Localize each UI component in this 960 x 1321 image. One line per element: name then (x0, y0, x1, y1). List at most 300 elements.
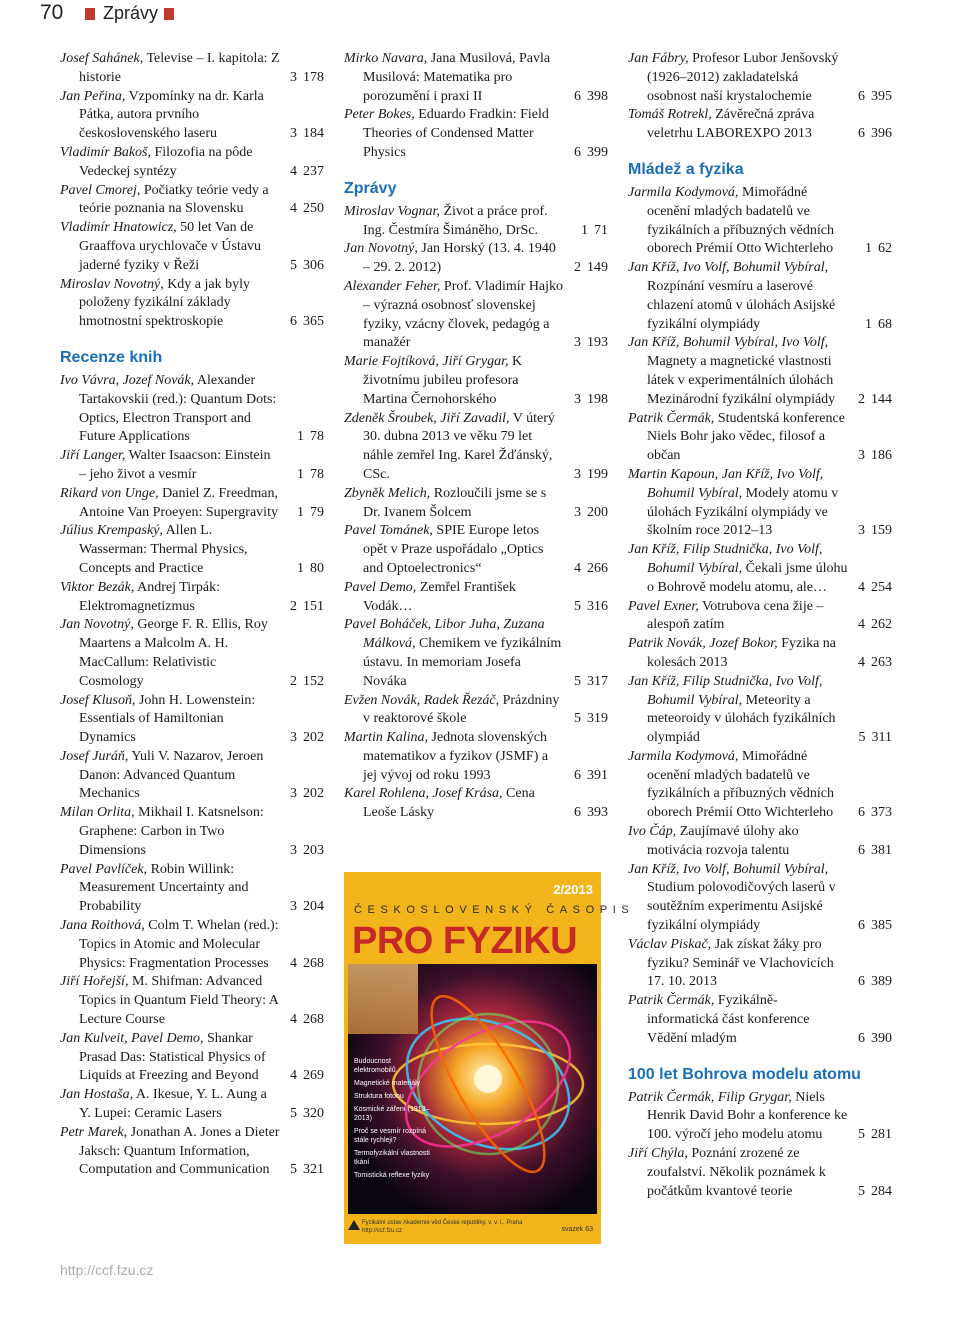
list-item (344, 353, 608, 409)
entry-reference (574, 259, 608, 278)
page-number: 70 (40, 1, 64, 24)
entry-title: Magnety a magnetické vlastnosti látek v experimentálních úlohách Mezinárodní fyzikální olympiády (647, 354, 836, 407)
entry-reference (858, 1030, 892, 1049)
entry-author: Jiří Langer, (60, 448, 126, 464)
list-item (628, 466, 892, 541)
entry-page: 263 (871, 654, 892, 670)
entry-author: Milan Orlita, (60, 805, 135, 821)
entry-author: Patrik Čermák, (628, 410, 715, 426)
entry-title: Robin Willink: Measurement Uncertainty and Probability (79, 861, 249, 915)
entry-page: 266 (587, 560, 608, 576)
entry-page: 321 (303, 1162, 324, 1178)
entry-list (628, 184, 892, 1049)
entry-author: Pavel Pavlíček, (60, 861, 148, 877)
entry-issue: 6 (574, 767, 581, 783)
list-item (60, 616, 324, 691)
entry-page: 262 (871, 617, 892, 633)
entry-title: Mimořádné ocenění mladých badatelů ve fyzikálních a příbuzných vědních oborech Prémií Otto Wichterleho (647, 748, 834, 821)
entry-issue: 3 (574, 391, 581, 407)
entry-page: 395 (871, 88, 892, 104)
list-item (344, 616, 608, 691)
entry-reference (574, 767, 608, 786)
entry-issue: 1 (865, 316, 872, 332)
entry-page: 250 (303, 201, 324, 217)
entry-page: 237 (303, 163, 324, 179)
entry-author: Vladimír Bakoš, (60, 144, 151, 160)
entry-issue: 4 (858, 579, 865, 595)
entry-issue: 6 (858, 805, 865, 821)
entry-page: 254 (871, 579, 892, 595)
entry-reference (858, 579, 892, 598)
entry-title: Allen L. Wasserman: Thermal Physics, Concepts and Practice (79, 523, 248, 576)
cover-title: PRO FYZIKU (352, 920, 578, 962)
list-item (628, 184, 892, 259)
entry-reference (290, 125, 324, 144)
entry-author: Július Krempaský, (60, 523, 163, 539)
entry-title: Poznání zrozené ze zoufalství. Několik poznámek k počátkům kvantové teorie (647, 1146, 826, 1199)
entry-title: K životnímu jubileu profesora Martina Černohorského (363, 354, 523, 407)
entry-author: Vladimír Hnatowicz, (60, 220, 177, 236)
entry-page: 78 (310, 466, 324, 482)
entry-author: Jan Peřina, (60, 88, 126, 104)
list-item (60, 973, 324, 1029)
entry-issue: 5 (858, 1183, 865, 1199)
list-item (60, 1124, 324, 1180)
entry-issue: 6 (858, 974, 865, 990)
entry-reference (290, 313, 324, 332)
entry-reference (290, 673, 324, 692)
entry-list (344, 203, 608, 823)
cover-issue-number: 2/2013 (553, 882, 593, 897)
entry-page: 269 (303, 1068, 324, 1084)
entry-reference (290, 69, 324, 88)
entry-page: 320 (303, 1106, 324, 1122)
entry-issue: 1 (297, 429, 304, 445)
list-item (344, 278, 608, 353)
institute-logo-icon (348, 1220, 360, 1230)
entry-reference (297, 504, 324, 523)
entry-title: Profesor Lubor Jenšovský (1926–2012) zakladatelská osobnost naší krystalochemie (647, 51, 839, 104)
entry-reference (858, 973, 892, 992)
entry-reference (865, 316, 892, 335)
entry-issue: 3 (290, 786, 297, 802)
entry-reference (858, 447, 892, 466)
entry-reference (858, 88, 892, 107)
entry-issue: 3 (574, 335, 581, 351)
section-heading-youth-and-physics: Mládež a fyzika (628, 160, 744, 178)
list-item (628, 1089, 892, 1145)
entry-issue: 2 (290, 598, 297, 614)
cover-institute-url: http://ccf.fzu.cz (362, 1228, 403, 1234)
entry-issue: 5 (574, 711, 581, 727)
entry-author: Tomáš Rotrekl, (628, 107, 712, 123)
entry-issue: 1 (297, 504, 304, 520)
entry-page: 184 (303, 126, 324, 142)
page-header (0, 0, 960, 32)
entry-author: Martin Kalina, (344, 730, 429, 746)
entry-reference (574, 804, 608, 823)
entry-title: Jednota slovenských matematikov a fyzikov (JSMF) a jej vývoj od roku 1993 (363, 730, 549, 783)
entry-page: 204 (303, 899, 324, 915)
entry-reference (865, 240, 892, 259)
entry-title: Mikhail I. Katsnelson: Graphene: Carbon in Two Dimensions (79, 805, 264, 858)
cover-topic: Budoucnost elektromobilů (354, 1058, 396, 1074)
entry-title: Andrej Tirpák: Elektromagnetizmus (79, 579, 220, 614)
entry-page: 398 (587, 88, 608, 104)
entry-issue: 4 (858, 617, 865, 633)
entry-page: 390 (871, 1030, 892, 1046)
list-item (628, 50, 892, 106)
list-item (628, 410, 892, 466)
entry-title: A. Ikesue, Y. L. Aung a Y. Lupei: Ceramic Lasers (79, 1087, 267, 1122)
list-item (628, 541, 892, 597)
entry-page: 202 (303, 730, 324, 746)
list-item (628, 936, 892, 992)
entry-page: 193 (587, 335, 608, 351)
entry-reference (858, 1183, 892, 1202)
entry-page: 62 (878, 241, 892, 257)
list-item (60, 917, 324, 973)
cover-topic: Termofyzikální vlastnosti tkání (354, 1150, 430, 1166)
entry-page: 71 (594, 222, 608, 238)
list-item (344, 579, 608, 617)
entry-title: SPIE Europe letos opět v Praze uspořádalo „Optics and Optoelectronics“ (363, 523, 544, 576)
cover-topics-list (354, 1057, 434, 1184)
entry-issue: 6 (574, 88, 581, 104)
entry-reference (859, 729, 892, 748)
entry-reference (290, 842, 324, 861)
entry-page: 306 (303, 257, 324, 273)
entry-title: Kdy a jak byly položeny fyzikální základy hmotnostní spektroskopie (79, 276, 251, 330)
entry-reference (574, 466, 608, 485)
entry-author: Miroslav Vognar, (344, 203, 440, 219)
list-item (344, 106, 608, 162)
cover-topic: Tomistická reflexe fyziky (354, 1172, 430, 1179)
list-item (60, 50, 324, 88)
cover-institute-name: Fyzikální ústav Akademie věd České republiky, v. v. i., Praha (362, 1220, 523, 1226)
entry-issue: 5 (574, 598, 581, 614)
entry-author: Jarmila Kodymová, (628, 748, 739, 764)
entry-author: Patrik Novák, Jozef Bokor, (628, 636, 778, 652)
entry-title: Čekali jsme úlohu o Bohrově modelu atomu, ale… (647, 560, 848, 595)
entry-title: George F. R. Ellis, Roy Maartens a Malcolm A. H. MacCallum: Relativistic Cosmology (79, 617, 268, 689)
entry-page: 149 (587, 260, 608, 276)
entry-title: Rozpínání vesmíru a laserové chlazení atomů v úlohách Asijské fyzikální olympiády (647, 278, 836, 332)
entry-page: 365 (303, 314, 324, 330)
list-item (628, 635, 892, 673)
entry-reference (858, 125, 892, 144)
entry-title: Niels Henrik David Bohr a konference ke 100. výročí jeho modelu atomu (647, 1089, 848, 1143)
entry-issue: 6 (290, 314, 297, 330)
list-item (628, 823, 892, 861)
entry-author: Pavel Demo, (344, 579, 417, 595)
entry-reference (858, 616, 892, 635)
entry-title: Prof. Vladimír Hajko – výrazná osobnosť slovenskej fyziky, vzácny človek, pedagóg a manažér (363, 278, 564, 351)
entry-reference (858, 1126, 892, 1145)
entry-title: Meteority a meteoroidy v úlohách fyzikálních olympiád (647, 692, 836, 746)
entry-author: Josef Klusoň, (60, 692, 136, 708)
list-item (60, 144, 324, 182)
cover-topic: Proč se vesmír rozpíná stále rychleji? (354, 1128, 426, 1144)
entry-title: Studentská konference Niels Bohr jako vědec, filosof a občan (647, 410, 845, 464)
entry-issue: 3 (858, 448, 865, 464)
list-item (628, 259, 892, 334)
entry-issue: 6 (858, 1030, 865, 1046)
entry-page: 268 (303, 955, 324, 971)
list-item (60, 1030, 324, 1086)
entry-author: Petr Marek, (60, 1124, 128, 1140)
entry-issue: 5 (290, 257, 297, 273)
entry-issue: 4 (290, 1012, 297, 1028)
section-title: Zprávy (103, 3, 159, 23)
entry-author: Pavel Boháček, Libor Juha, Zuzana Málková, (344, 617, 545, 652)
entry-page: 319 (587, 711, 608, 727)
entry-title: Cena Leoše Lásky (363, 786, 535, 821)
entry-title: Mimořádné ocenění mladých badatelů ve fyzikálních a příbuzných vědních oborech Prémií Otto Wichterleho (647, 184, 834, 257)
list-item (60, 88, 324, 144)
entry-issue: 4 (290, 955, 297, 971)
entry-issue: 3 (290, 899, 297, 915)
list-item (60, 522, 324, 578)
entry-title: Jak získat žáky pro fyziku? Seminář ve Vlachovicích 17. 10. 2013 (647, 936, 834, 990)
entry-title: Život a práce prof. Ing. Čestmíra Šimáněho, DrSc. (363, 203, 548, 238)
entry-author: Evžen Novák, Radek Řezáč, (344, 692, 500, 708)
entry-issue: 3 (858, 523, 865, 539)
entry-reference (290, 1161, 324, 1180)
entry-issue: 6 (574, 144, 581, 160)
cover-volume: svazek 63 (561, 1226, 593, 1233)
entry-issue: 3 (574, 466, 581, 482)
entry-issue: 5 (858, 1127, 865, 1143)
entry-title: Rozloučili jsme se s Dr. Ivanem Šolcem (363, 485, 547, 520)
entry-author: Jiří Chýla, (628, 1146, 688, 1162)
entry-page: 389 (871, 974, 892, 990)
cover-series-title: ČESKOSLOVENSKÝ ČASOPIS (354, 904, 635, 916)
list-item (60, 692, 324, 748)
entry-title: Eduardo Fradkin: Field Theories of Condensed Matter Physics (363, 107, 549, 160)
entry-reference (290, 257, 324, 276)
entry-title: Votrubova cena žije – alespoň zatím (647, 598, 824, 633)
list-item (60, 182, 324, 220)
entry-list (628, 1089, 892, 1202)
entry-title: Modely atomu v úlohách Fyzikální olympiády ve školním roce 2012–13 (647, 485, 839, 539)
entry-title: 50 let Van de Graaffova urychlovače v Ústavu jaderné fyziky v Řeži (79, 220, 262, 273)
entry-issue: 6 (858, 126, 865, 142)
entry-reference (574, 598, 608, 617)
entry-page: 68 (878, 316, 892, 332)
entry-author: Ivo Čáp, (628, 824, 677, 840)
entry-issue: 6 (858, 88, 865, 104)
list-item (344, 522, 608, 578)
entry-author: Alexander Feher, (344, 278, 441, 294)
entry-reference (574, 144, 608, 163)
list-item (628, 673, 892, 748)
list-item (344, 203, 608, 241)
entry-title: Daniel Z. Freedman, Antoine Van Proeyen: Supergravity (79, 485, 278, 520)
entry-reference (297, 428, 324, 447)
entry-list (60, 372, 324, 1180)
entry-reference (290, 785, 324, 804)
entry-issue: 5 (290, 1162, 297, 1178)
list-item (60, 748, 324, 804)
entry-issue: 2 (574, 260, 581, 276)
entry-reference (290, 955, 324, 974)
entry-title: V úterý 30. dubna 2013 ve věku 79 let náhle zemřel Ing. Karel Žďánský, CSc. (363, 410, 555, 482)
entry-author: Peter Bokes, (344, 107, 415, 123)
entry-page: 144 (871, 391, 892, 407)
entry-author: Rikard von Unge, (60, 485, 159, 501)
entry-title: Studium polovodičových laserů v soutěžním experimentu Asijské fyzikální olympiády (647, 880, 836, 934)
list-item (628, 992, 892, 1048)
list-item (344, 692, 608, 730)
cover-topic: Struktura fotonu (354, 1093, 404, 1100)
entry-title: Chemikem ve fyzikálním ústavu. In memoriam Josefa Nováka (363, 636, 562, 689)
entry-title: Jana Musilová, Pavla Musilová: Matematika pro porozumění i praxi II (363, 51, 551, 104)
entry-author: Jan Novotný, (344, 241, 418, 257)
entry-page: 78 (310, 429, 324, 445)
entry-title: Fyzikálně-informatická část konference Vědění mladým (647, 993, 810, 1046)
entry-author: Jan Fábry, (628, 51, 689, 66)
entry-issue: 6 (574, 805, 581, 821)
entry-author: Jana Roithová, (60, 918, 145, 934)
entry-page: 200 (587, 504, 608, 520)
section-heading-book-reviews: Recenze knih (60, 348, 163, 366)
entry-page: 199 (587, 466, 608, 482)
entry-issue: 4 (858, 654, 865, 670)
magazine-cover-image (344, 872, 635, 1244)
list-item (344, 240, 608, 278)
entry-page: 385 (871, 918, 892, 934)
entry-issue: 3 (290, 842, 297, 858)
entry-title: Yuli V. Nazarov, Jeroen Danon: Advanced Quantum Mechanics (79, 748, 264, 802)
entry-issue: 5 (858, 730, 866, 746)
cover-institute (362, 1219, 552, 1235)
header-square-icon (85, 8, 95, 20)
entry-author: Jan Kříž, Filip Studnička, Ivo Volf, Bohumil Vybíral, (628, 542, 823, 576)
list-item (628, 1145, 892, 1201)
list-item (60, 579, 324, 617)
entry-title: Jan Horský (13. 4. 1940 – 29. 2. 2012) (363, 241, 556, 276)
entry-title: Počiatky teórie vedy a teórie poznania na Slovensku (79, 182, 269, 217)
entry-author: Jan Novotný, (60, 617, 134, 633)
entry-page: 284 (871, 1183, 892, 1199)
entry-author: Patrik Čermák, (628, 993, 715, 1009)
list-item (628, 598, 892, 636)
entry-author: Zdeněk Šroubek, Jiří Zavadil, (344, 410, 510, 426)
entry-page: 393 (587, 805, 608, 821)
list-item (628, 106, 892, 144)
entry-author: Zbyněk Melich, (344, 485, 431, 501)
entry-reference (581, 222, 608, 241)
entry-issue: 3 (290, 126, 297, 142)
entry-page: 381 (871, 842, 892, 858)
entry-page: 159 (871, 523, 892, 539)
entry-reference (574, 88, 608, 107)
entry-title: M. Shifman: Advanced Topics in Quantum Field Theory: A Lecture Course (79, 974, 279, 1028)
entry-issue: 6 (858, 842, 865, 858)
list-item (60, 804, 324, 860)
entry-author: Karel Rohlena, Josef Krása, (344, 786, 503, 802)
entry-page: 281 (871, 1127, 892, 1143)
entry-issue: 4 (290, 201, 297, 217)
column-3 (628, 50, 892, 1201)
entry-page: 202 (303, 786, 324, 802)
list-item (344, 785, 608, 823)
entry-reference (290, 729, 324, 748)
entry-page: 80 (310, 560, 324, 576)
cover-footer (344, 1216, 601, 1244)
entry-list (344, 50, 608, 163)
entry-reference (290, 163, 324, 182)
entry-page: 317 (587, 673, 608, 689)
entry-page: 391 (587, 767, 608, 783)
list-item (60, 447, 324, 485)
entry-reference (574, 391, 608, 410)
entry-issue: 4 (574, 560, 581, 576)
entry-issue: 4 (290, 1068, 297, 1084)
entry-reference (574, 710, 608, 729)
list-item (344, 729, 608, 785)
entry-reference (858, 391, 892, 410)
list-item (344, 485, 608, 523)
entry-reference (290, 1011, 324, 1030)
entry-title: Filozofia na pôde Vedeckej syntézy (79, 144, 253, 179)
list-item (344, 50, 608, 106)
list-item (60, 276, 324, 332)
entry-author: Josef Juráň, (60, 748, 129, 764)
entry-author: Václav Piskač, (628, 936, 712, 952)
entry-title: Zaujímavé úlohy ako motivácia rozvoja talentu (647, 824, 799, 858)
cover-topic: Kosmické záření (1913–2013) (354, 1106, 430, 1122)
entry-author: Ivo Vávra, Jozef Novák, (60, 372, 195, 388)
entry-issue: 6 (858, 918, 865, 934)
entry-reference (574, 334, 608, 353)
journal-url-link[interactable]: http://ccf.fzu.cz (60, 1262, 154, 1278)
entry-issue: 5 (290, 1106, 297, 1122)
entry-reference (574, 673, 608, 692)
entry-reference (290, 898, 324, 917)
entry-author: Viktor Bezák, (60, 579, 135, 595)
column-2 (344, 50, 608, 823)
entry-reference (858, 654, 892, 673)
entry-reference (858, 842, 892, 861)
list-item (60, 219, 324, 275)
entry-title: Alexander Tartakovskii (red.): Quantum Dots: Optics, Electron Transport and Future Applications (79, 372, 277, 445)
entry-author: Martin Kapoun, Jan Kříž, Ivo Volf, Bohumil Vybíral, (628, 466, 824, 501)
entry-reference (290, 200, 324, 219)
entry-page: 399 (587, 144, 608, 160)
entry-page: 203 (303, 842, 324, 858)
entry-page: 178 (303, 69, 324, 85)
entry-author: Pavel Cmorej, (60, 182, 141, 198)
entry-issue: 3 (290, 69, 297, 85)
entry-list (628, 50, 892, 144)
list-item (628, 748, 892, 823)
entry-issue: 1 (297, 466, 304, 482)
list-item (60, 485, 324, 523)
section-heading-bohr-model: 100 let Bohrova modelu atomu (628, 1065, 861, 1083)
entry-reference (574, 560, 608, 579)
entry-author: Jan Hostaša, (60, 1087, 134, 1103)
entry-issue: 5 (574, 673, 581, 689)
entry-page: 152 (303, 673, 324, 689)
entry-page: 396 (871, 126, 892, 142)
entry-title: Zemřel František Vodák… (363, 579, 516, 614)
entry-issue: 1 (297, 560, 304, 576)
entry-issue: 4 (290, 163, 297, 179)
entry-reference (297, 560, 324, 579)
entry-page: 186 (871, 448, 892, 464)
